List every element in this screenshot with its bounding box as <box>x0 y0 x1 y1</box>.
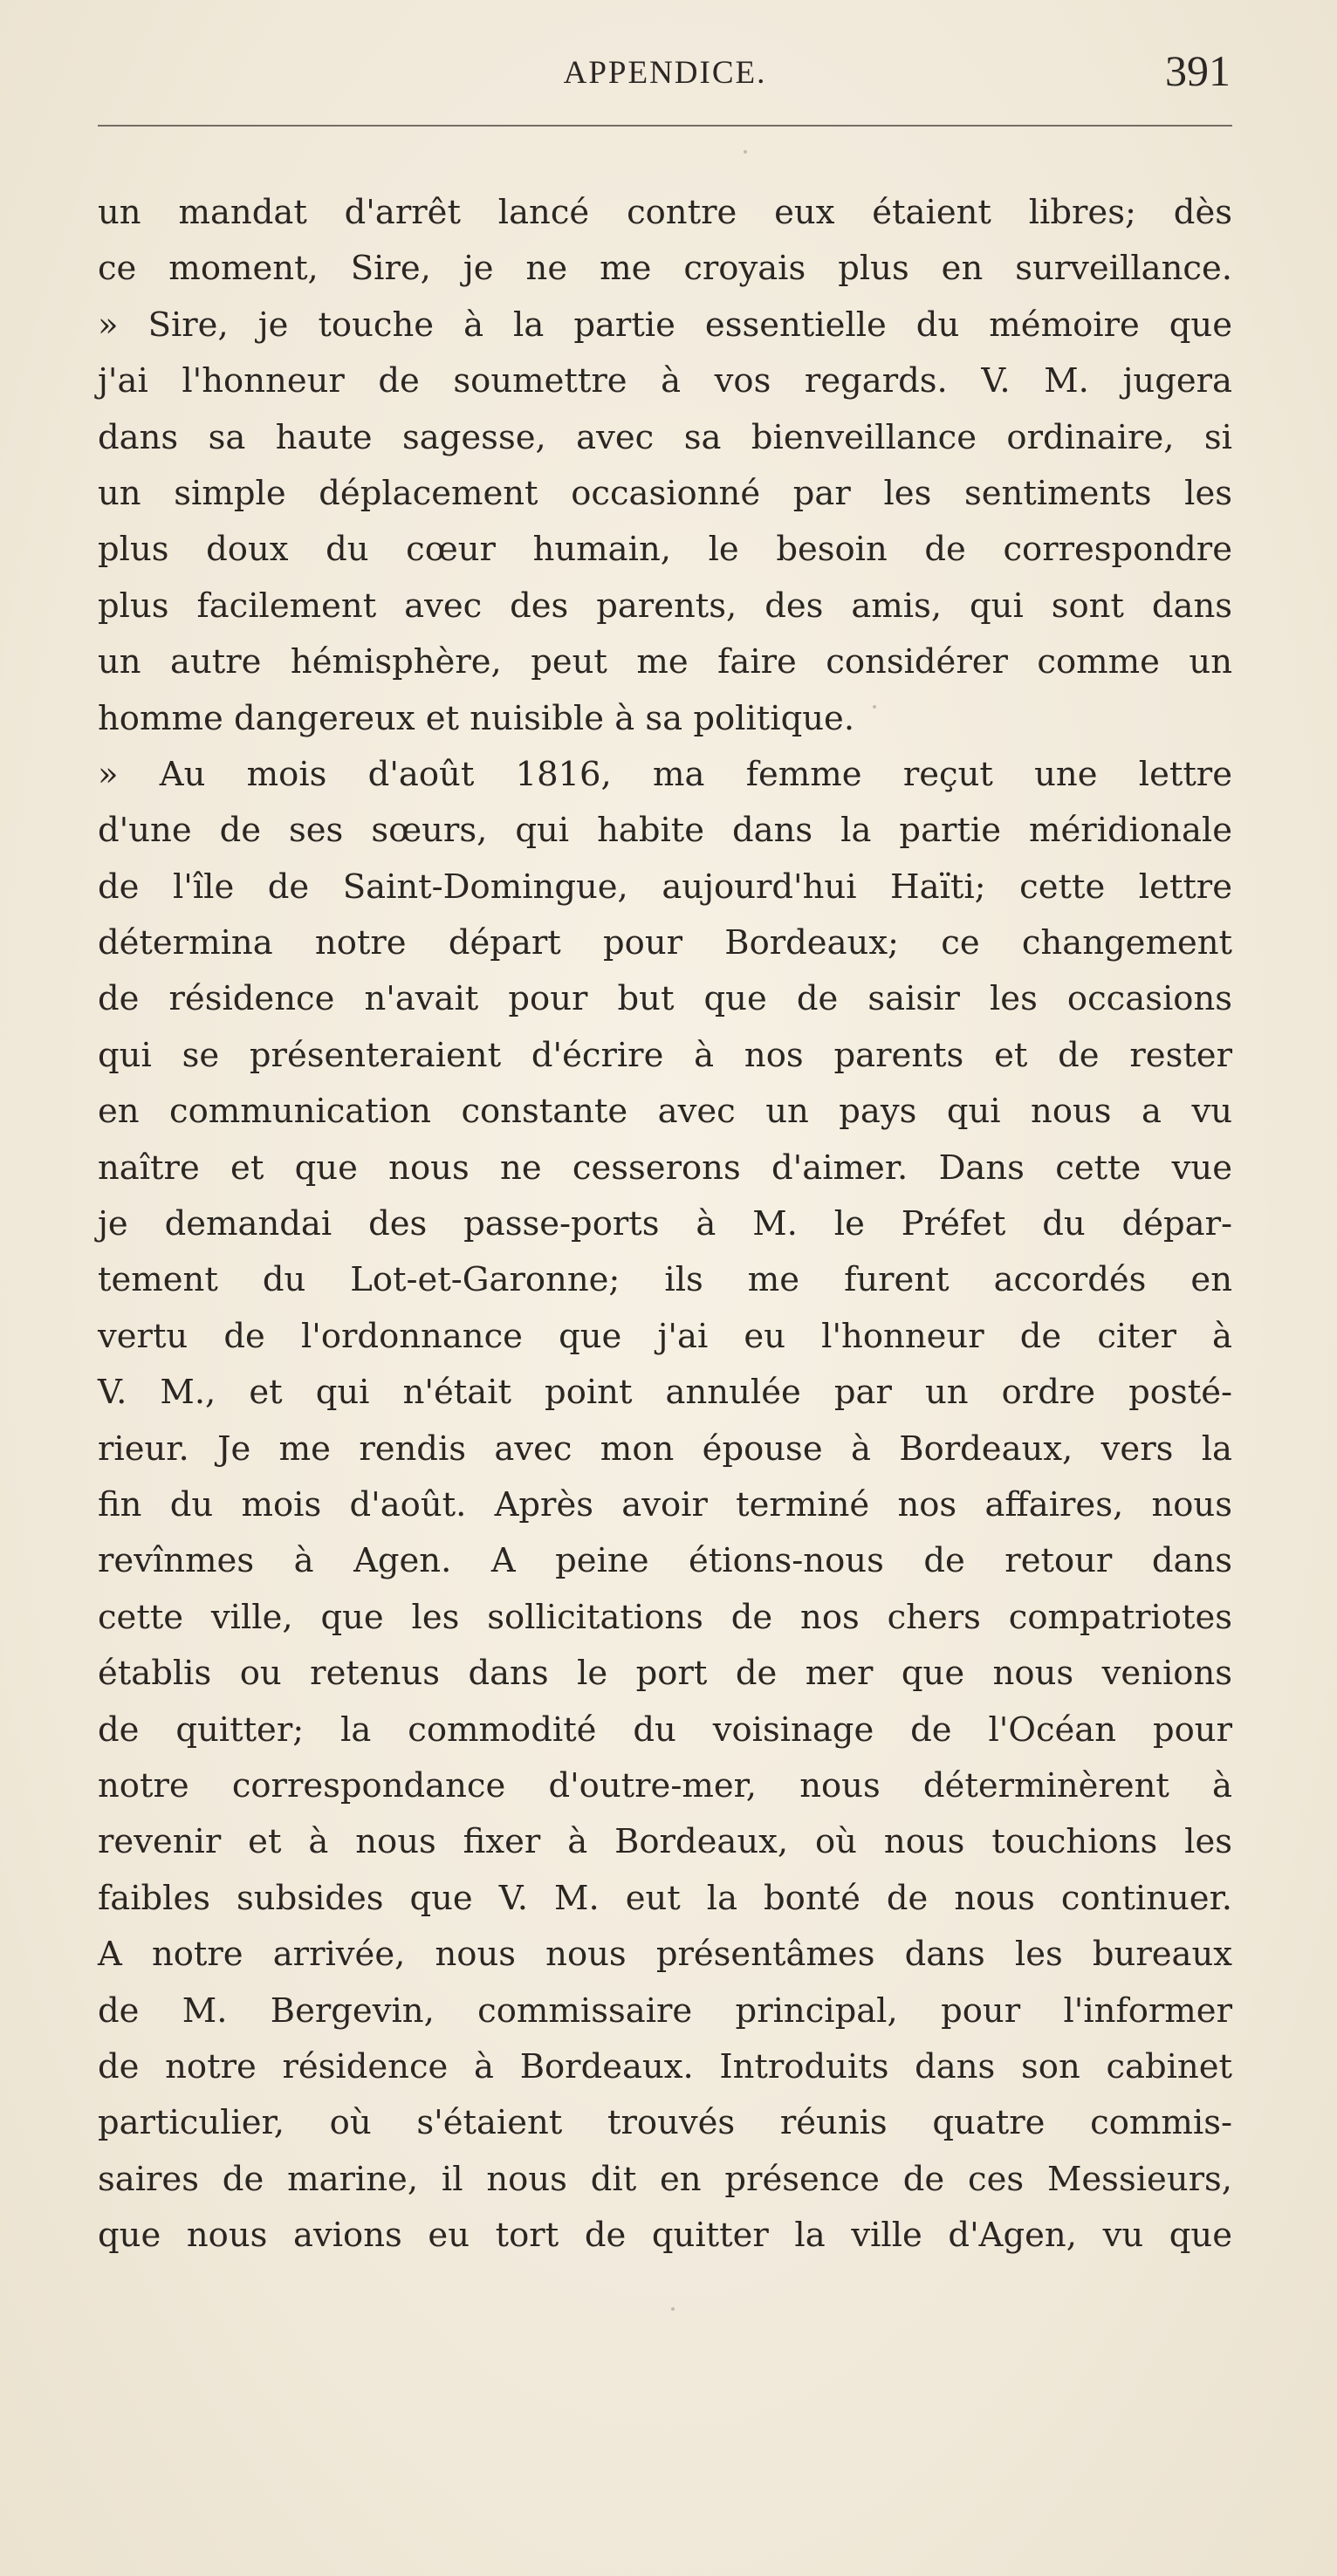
text-line: d'une de ses sœurs, qui habite dans la partie méridionale <box>98 811 1232 851</box>
text-line: plus facilement avec des parents, des amis, qui sont dans <box>98 586 1232 626</box>
text-line: en communication constante avec un pays qui nous a vu <box>98 1092 1232 1132</box>
text-line: vertu de l'ordonnance que j'ai eu l'honneur de citer à <box>98 1316 1232 1356</box>
text-line: cette ville, que les sollicitations de nos chers compatriotes <box>98 1597 1232 1637</box>
text-line: dans sa haute sagesse, avec sa bienveillance ordinaire, si <box>98 417 1232 457</box>
text-line: établis ou retenus dans le port de mer que nous venions <box>98 1654 1232 1694</box>
text-line: que nous avions eu tort de quitter la ville d'Agen, vu que <box>98 2216 1232 2256</box>
page-number: 391 <box>1165 46 1231 95</box>
text-line: de résidence n'avait pour but que de saisir les occasions <box>98 979 1232 1019</box>
paper-speck <box>744 150 747 154</box>
text-line: de M. Bergevin, commissaire principal, pour l'informer <box>98 1990 1232 2031</box>
text-line: de quitter; la commodité du voisinage de l'Océan pour <box>98 1709 1232 1750</box>
text-line: rieur. Je me rendis avec mon épouse à Bordeaux, vers la <box>98 1428 1232 1469</box>
paper-speck <box>873 705 876 709</box>
text-line: un mandat d'arrêt lancé contre eux étaient libres; dès <box>98 193 1232 232</box>
text-line: de notre résidence à Bordeaux. Introduits dans son cabinet <box>98 2046 1232 2086</box>
text-line: fin du mois d'août. Après avoir terminé nos affaires, nous <box>98 1484 1232 1524</box>
text-line: qui se présenteraient d'écrire à nos parents et de rester <box>98 1035 1232 1075</box>
text-line: faibles subsides que V. M. eut la bonté de nous continuer. <box>98 1878 1232 1918</box>
running-head <box>98 45 1232 106</box>
text-line: revenir et à nous fixer à Bordeaux, où nous touchions les <box>98 1822 1232 1862</box>
text-line: naître et que nous ne cesserons d'aimer. Dans cette vue <box>98 1148 1232 1188</box>
text-line: A notre arrivée, nous nous présentâmes dans les bureaux <box>98 1935 1232 1975</box>
text-line: tement du Lot-et-Garonne; ils me furent accordés en <box>98 1260 1232 1300</box>
text-line: de l'île de Saint-Domingue, aujourd'hui Haïti; cette lettre <box>98 867 1232 907</box>
text-line: ce moment, Sire, je ne me croyais plus en surveillance. <box>98 249 1232 289</box>
text-line: un autre hémisphère, peut me faire considérer comme un <box>98 642 1232 682</box>
text-line: » Sire, je touche à la partie essentielle du mémoire que <box>98 305 1232 345</box>
text-line: détermina notre départ pour Bordeaux; ce changement <box>98 923 1232 963</box>
text-line: saires de marine, il nous dit en présence de ces Messieurs, <box>98 2159 1232 2199</box>
text-line: V. M., et qui n'était point annulée par un ordre posté- <box>98 1373 1232 1413</box>
text-line: plus doux du cœur humain, le besoin de correspondre <box>98 530 1232 570</box>
text-line: j'ai l'honneur de soumettre à vos regards. V. M. jugera <box>98 361 1232 401</box>
text-line: notre correspondance d'outre-mer, nous déterminèrent à <box>98 1765 1232 1805</box>
body-text <box>98 185 1232 2264</box>
text-line: » Au mois d'août 1816, ma femme reçut une lettre <box>98 754 1232 794</box>
header-rule <box>98 125 1232 127</box>
text-line: je demandai des passe-ports à M. le Préfet du dépar- <box>98 1204 1232 1244</box>
text-line: revînmes à Agen. A peine étions-nous de retour dans <box>98 1541 1232 1581</box>
text-line: particulier, où s'étaient trouvés réunis quatre commis- <box>98 2103 1232 2143</box>
running-head-title: APPENDICE. <box>563 55 767 91</box>
text-line: un simple déplacement occasionné par les sentiments les <box>98 473 1232 513</box>
text-line: homme dangereux et nuisible à sa politique. <box>98 698 855 738</box>
paper-speck <box>671 2307 675 2311</box>
